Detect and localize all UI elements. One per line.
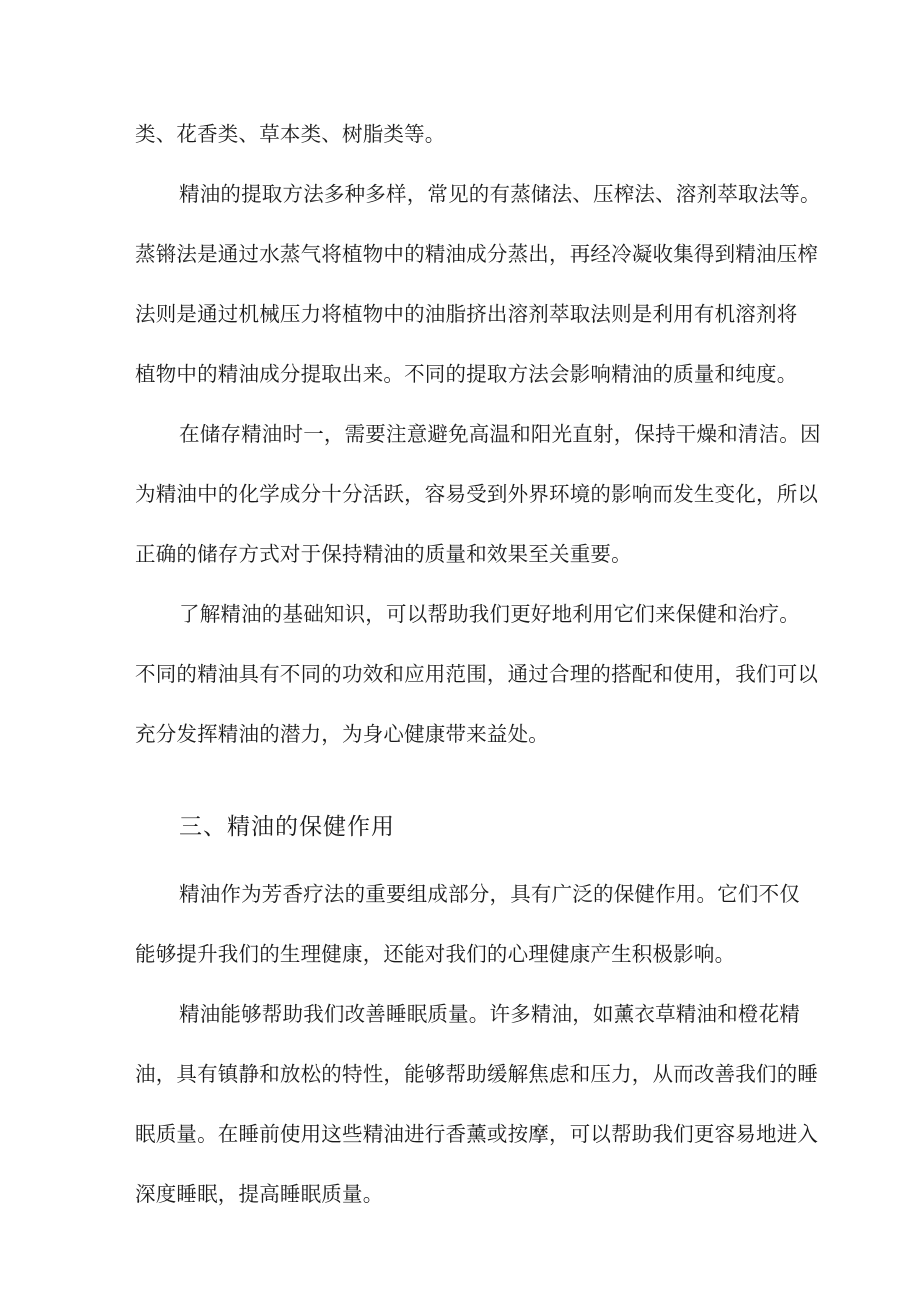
paragraph-extraction-methods [135, 164, 821, 404]
text-line: 能够提升我们的生理健康，还能对我们的心理健康产生积极影响。 [135, 942, 736, 966]
text-line: 充分发挥精油的潜力，为身心健康带来益处。 [135, 722, 549, 746]
text-line: 在储存精油时一，需要注意避免高温和阳光直射，保持干燥和清洁。因 [179, 422, 821, 446]
text-line: 深度睡眠，提高睡眠质量。 [135, 1182, 384, 1206]
paragraph-health-intro [135, 864, 800, 984]
section-heading: 三、精油的保健作用 [179, 814, 395, 840]
text-line: 了解精油的基础知识，可以帮助我们更好地利用它们来保健和治疗。 [179, 602, 800, 626]
text-line: 眠质量。在睡前使用这些精油进行香薰或按摩，可以帮助我们更容易地进入 [135, 1122, 819, 1146]
paragraph-sleep [135, 984, 819, 1224]
text-line: 正确的储存方式对于保持精油的质量和效果至关重要。 [135, 542, 632, 566]
text-line: 类、花香类、草本类、树脂类等。 [135, 122, 446, 146]
text-line: 精油能够帮助我们改善睡眠质量。许多精油，如薰衣草精油和橙花精 [179, 1002, 800, 1026]
paragraph-storage [135, 404, 821, 584]
text-line: 蒸锵法是通过水蒸气将植物中的精油成分蒸出，再经冷凝收集得到精油压榨 [135, 242, 819, 266]
text-line: 油，具有镇静和放松的特性，能够帮助缓解焦虑和压力，从而改善我们的睡 [135, 1062, 819, 1086]
paragraph-basics [135, 584, 819, 764]
paragraph-continued [135, 104, 790, 164]
text-line: 精油作为芳香疗法的重要组成部分，具有广泛的保健作用。它们不仅 [179, 882, 800, 906]
text-line: 精油的提取方法多种多样，常见的有蒸储法、压榨法、溶剂萃取法等。 [179, 182, 821, 206]
text-line: 为精油中的化学成分十分活跃，容易受到外界环境的影响而发生变化，所以 [135, 482, 819, 506]
text-line: 植物中的精油成分提取出来。不同的提取方法会影响精油的质量和纯度。 [135, 362, 798, 386]
text-line: 法则是通过机械压力将植物中的油脂挤出溶剂萃取法则是利用有机溶剂将 [135, 302, 798, 326]
text-line: 不同的精油具有不同的功效和应用范围，通过合理的搭配和使用，我们可以 [135, 662, 819, 686]
